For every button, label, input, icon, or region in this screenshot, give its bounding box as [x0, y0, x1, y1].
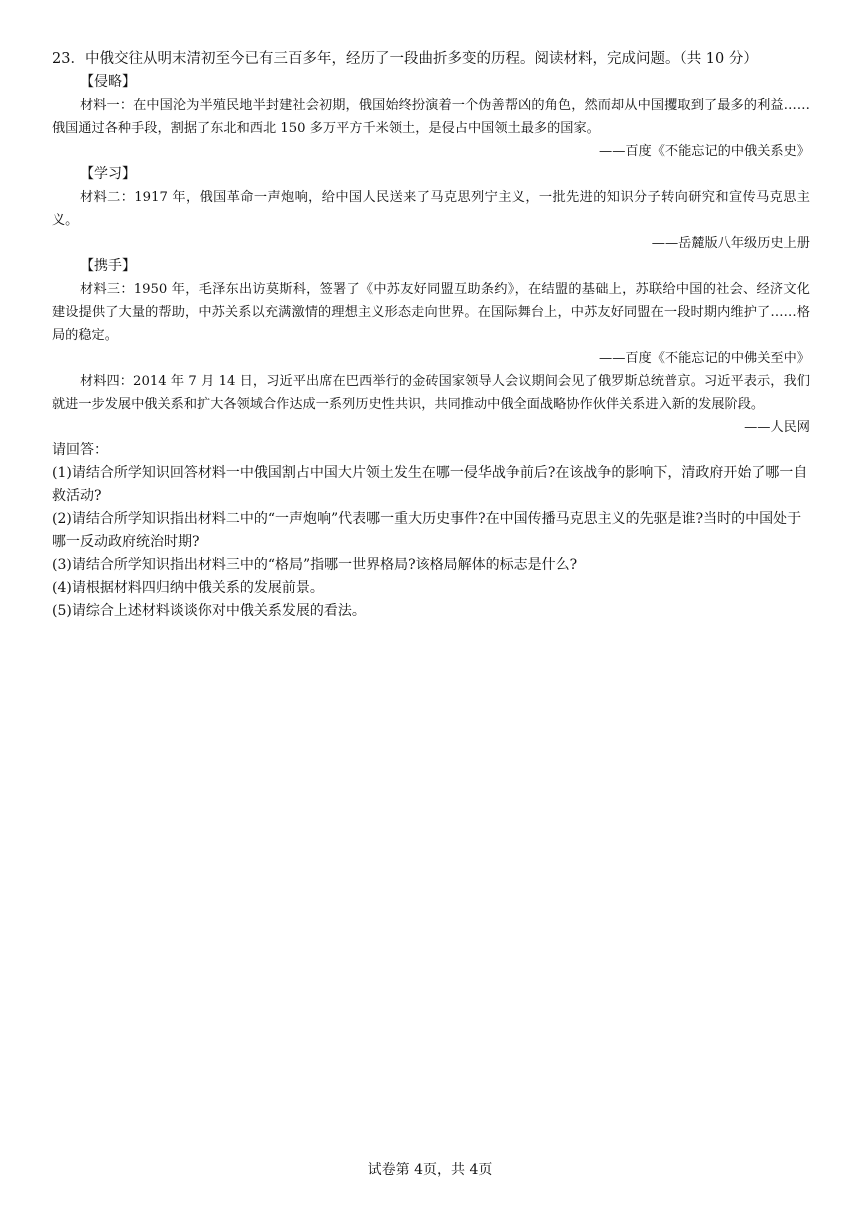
- page-footer: 试卷第 4页，共 4页: [367, 1162, 493, 1178]
- material-paragraph: 材料四：2014 年 7 月 14 日，习近平出席在巴西举行的金砖国家领导人会议期间会见了俄罗斯总统普京。习近平表示，我们就进一步发展中俄关系和扩大各领域合作达成一系列历史性共识，共同推动中俄全面战略协作伙伴关系进入新的发展阶段。: [52, 374, 810, 412]
- sub-question-5: (5)请综合上述材料谈谈你对中俄关系发展的看法。: [52, 603, 366, 619]
- material-source: ——百度《不能忘记的中佛关至中》: [599, 351, 810, 366]
- section-learning: [52, 163, 810, 255]
- material-paragraph: 材料一：在中国沦为半殖民地半封建社会初期，俄国始终扮演着一个伪善帮凶的角色，然而却从中国攫取到了最多的利益……俄国通过各种手段，割据了东北和西北 150 多万平方千米领土，是侵占中国领土最多的国家。: [52, 98, 810, 136]
- sub-question-2: (2)请结合所学知识指出材料二中的“一声炮响”代表哪一重大历史事件?在中国传播马克思主义的先驱是谁?当时的中国处于哪一反动政府统治时期?: [52, 511, 802, 550]
- sub-question-3: (3)请结合所学知识指出材料三中的“格局”指哪一世界格局?该格局解体的标志是什么?: [52, 557, 578, 573]
- section-heading: 【学习】: [80, 166, 136, 182]
- sub-question-4: (4)请根据材料四归纳中俄关系的发展前景。: [52, 580, 324, 596]
- question-title: 23．中俄交往从明末清初至今已有三百多年，经历了一段曲折多变的历程。阅读材料，完成问题。（共 10 分）: [52, 51, 758, 67]
- material-four: [52, 370, 810, 439]
- section-invasion: [52, 71, 810, 163]
- section-heading: 【侵略】: [80, 74, 136, 90]
- material-source: ——岳麓版八年级历史上册: [651, 236, 810, 251]
- section-heading: 【携手】: [80, 258, 136, 274]
- sub-question-1: (1)请结合所学知识回答材料一中俄国割占中国大片领土发生在哪一侵华战争前后?在该战争的影响下，清政府开始了哪一自救活动?: [52, 465, 808, 504]
- section-cooperation: [52, 255, 810, 370]
- answer-prompt: 请回答：: [52, 442, 108, 458]
- material-source: ——人民网: [744, 420, 810, 435]
- material-paragraph: 材料三：1950 年，毛泽东出访莫斯科，签署了《中苏友好同盟互助条约》，在结盟的基础上，苏联给中国的社会、经济文化建设提供了大量的帮助，中苏关系以充满激情的理想主义形态走向世界。在国际舞台上，中苏友好同盟在一段时期内维护了……格局的稳定。: [52, 282, 810, 343]
- material-paragraph: 材料二：1917 年，俄国革命一声炮响，给中国人民送来了马克思列宁主义，一批先进的知识分子转向研究和宣传马克思主义。: [52, 190, 810, 228]
- question-list: [52, 462, 810, 623]
- material-source: ——百度《不能忘记的中俄关系史》: [599, 144, 810, 159]
- exam-page: [52, 48, 810, 623]
